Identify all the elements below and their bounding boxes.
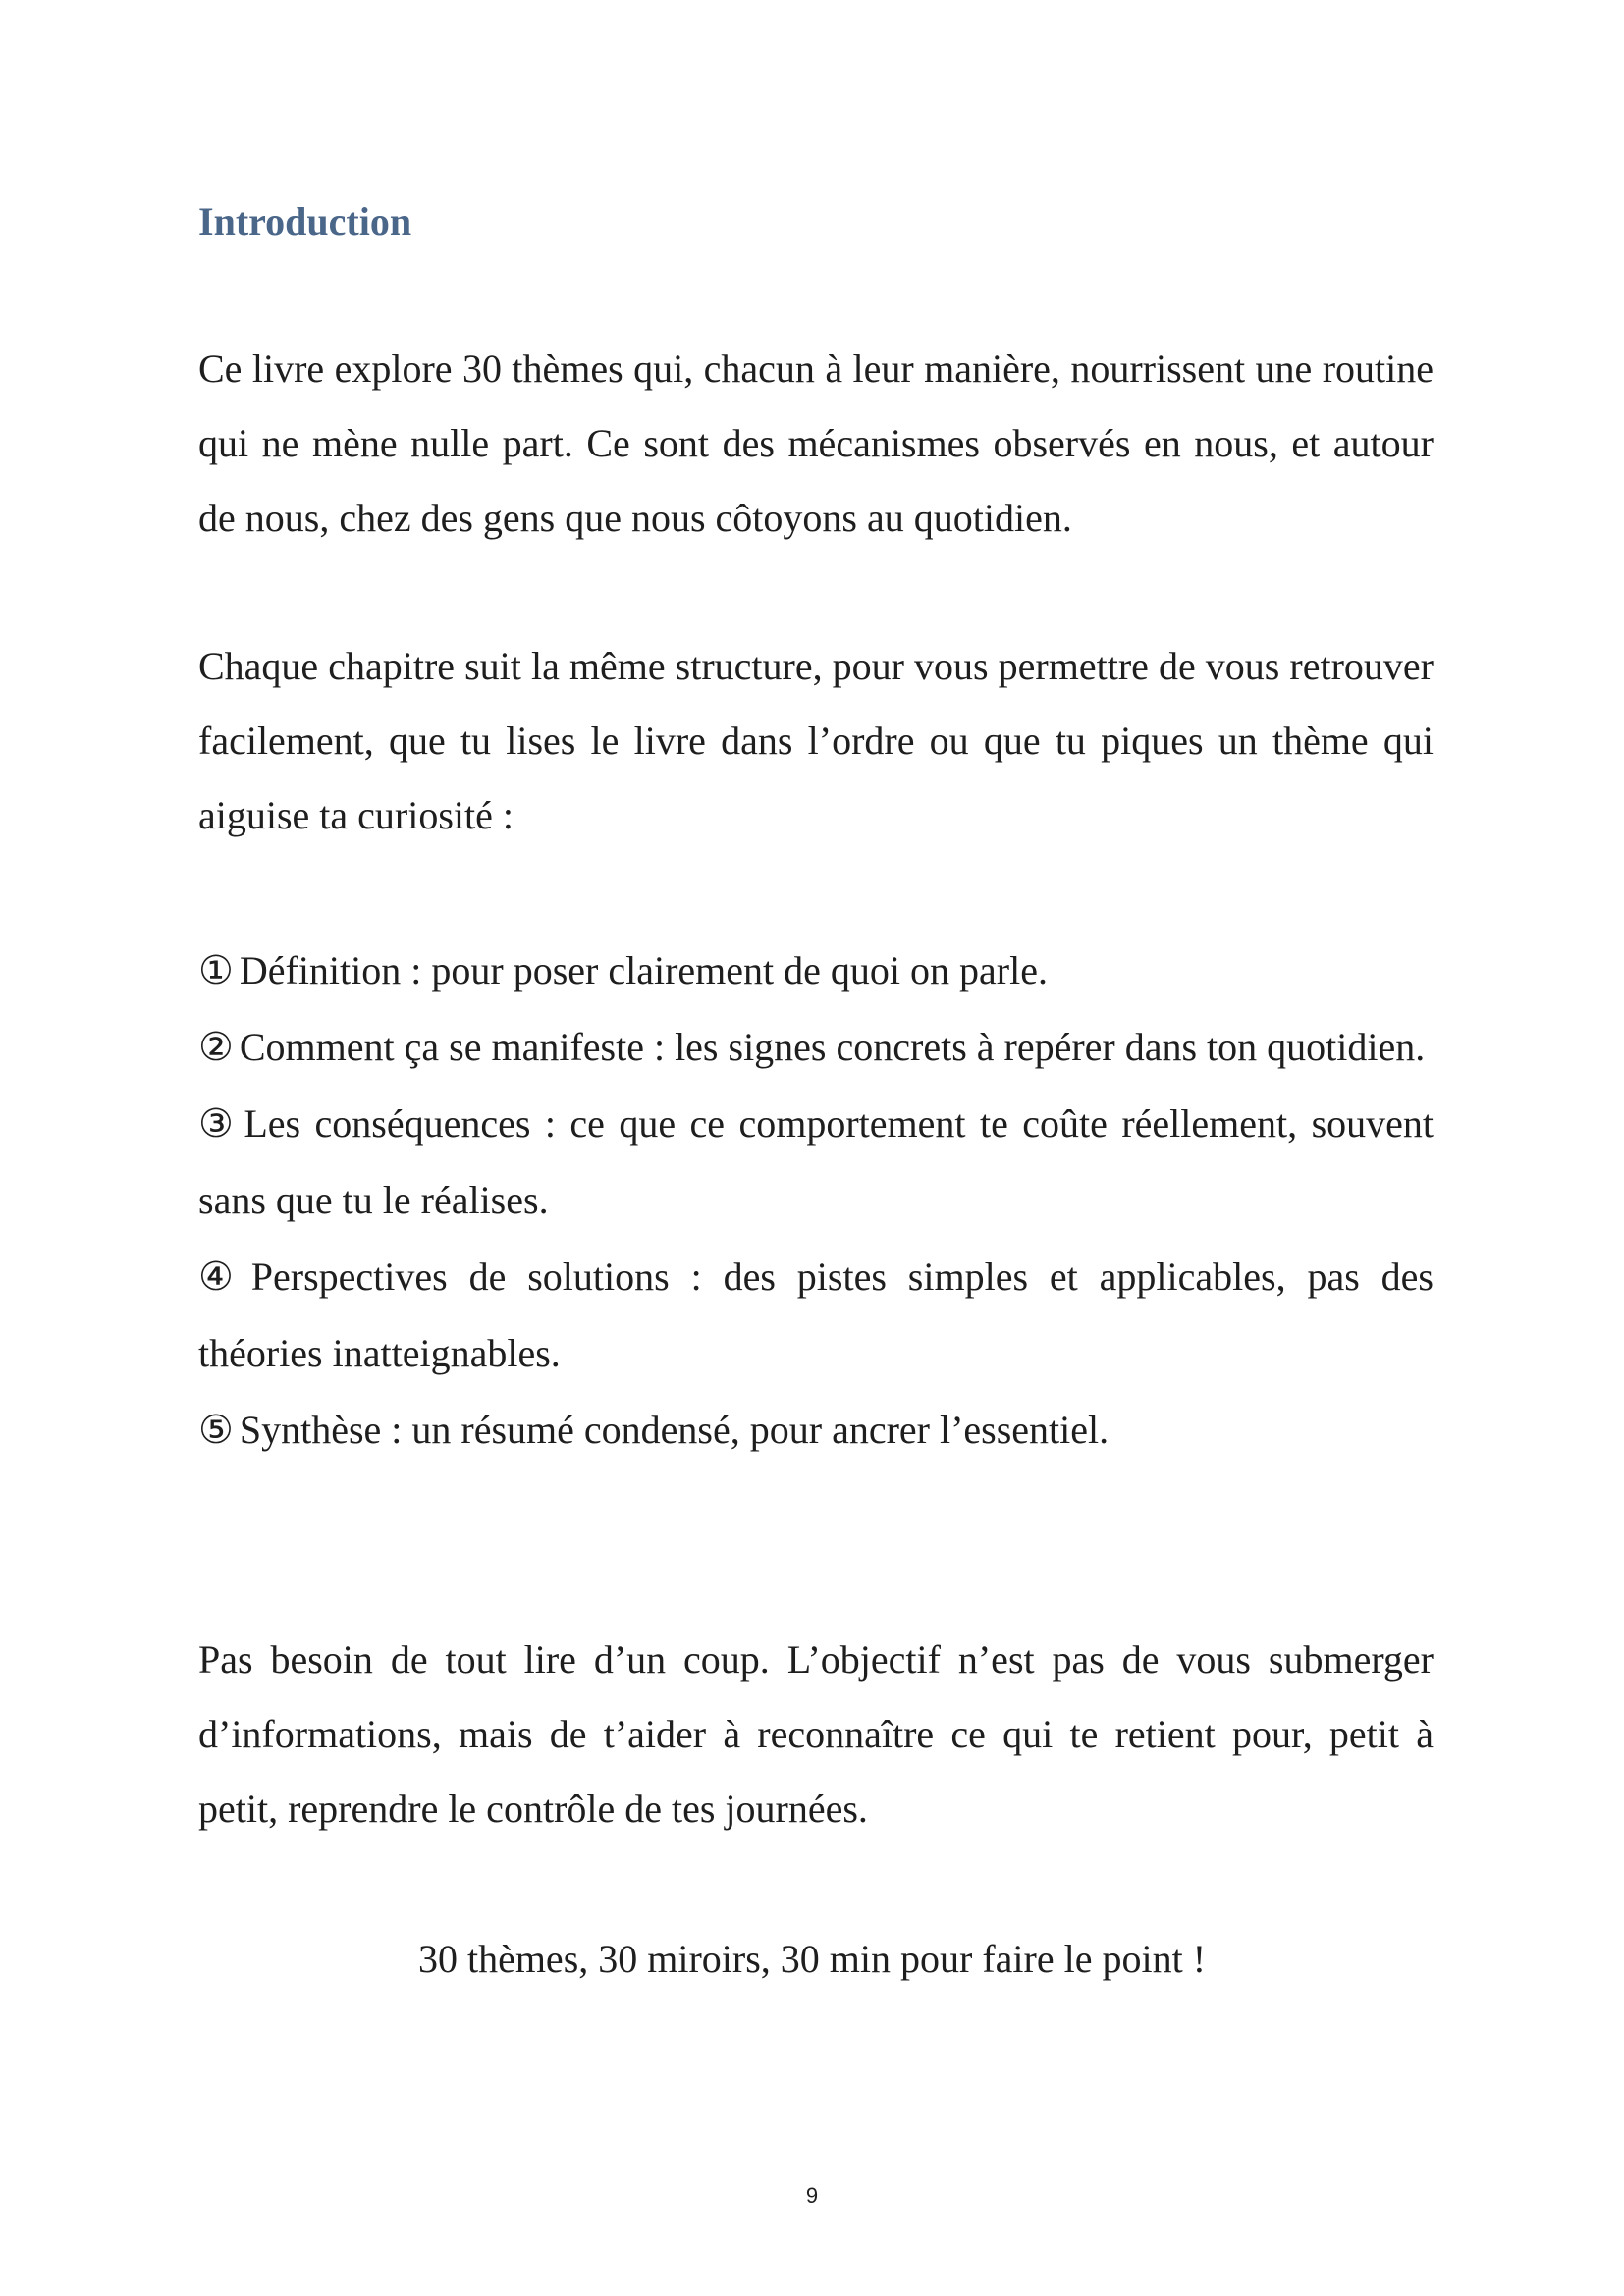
section-heading: Introduction [198,199,412,243]
circled-number-4-icon: ④ [198,1255,245,1300]
list-item-manifestation [198,1009,1434,1086]
list-item-consequences [198,1086,1434,1239]
page-number: 9 [805,2183,819,2208]
tagline: 30 thèmes, 30 miroirs, 30 min pour faire le point ! [417,1937,1207,1981]
list-item-definition [198,933,1434,1009]
intro-paragraph-3: Pas besoin de tout lire d’un coup. L’objectif n’est pas de vous submerger d’informations, mais de t’aider à reconnaître ce qui te retient pour, petit à petit, reprendre le contrôle de tes journées. [198,1637,1434,1831]
chapter-structure-list [198,933,1434,1468]
circled-number-1-icon: ① [198,948,234,993]
list-item-text: Définition : pour poser clairement de quoi on parle. [239,948,1048,992]
list-item-text: Les conséquences : ce que ce comportement te coûte réellement, souvent sans que tu le réalises. [198,1101,1435,1222]
intro-paragraph-2: Chaque chapitre suit la même structure, pour vous permettre de vous retrouver facilement, que tu lises le livre dans l’ordre ou que tu piques un thème qui aiguise ta curiosité : [198,644,1434,837]
list-item-synthesis [198,1392,1434,1468]
list-item-solutions [198,1239,1434,1392]
circled-number-3-icon: ③ [198,1101,239,1147]
list-item-text: Perspectives de solutions : des pistes simples et applicables, pas des théories inatteignables. [198,1255,1434,1375]
intro-paragraph-1: Ce livre explore 30 thèmes qui, chacun à leur manière, nourrissent une routine qui ne mène nulle part. Ce sont des mécanismes observés en nous, et autour de nous, chez des gens que nous côtoyons au quotidien. [198,347,1434,540]
list-item-text: Comment ça se manifeste : les signes concrets à repérer dans ton quotidien. [239,1025,1426,1069]
circled-number-2-icon: ② [198,1025,234,1070]
list-item-text: Synthèse : un résumé condensé, pour ancrer l’essentiel. [239,1408,1110,1452]
circled-number-5-icon: ⑤ [198,1408,234,1453]
